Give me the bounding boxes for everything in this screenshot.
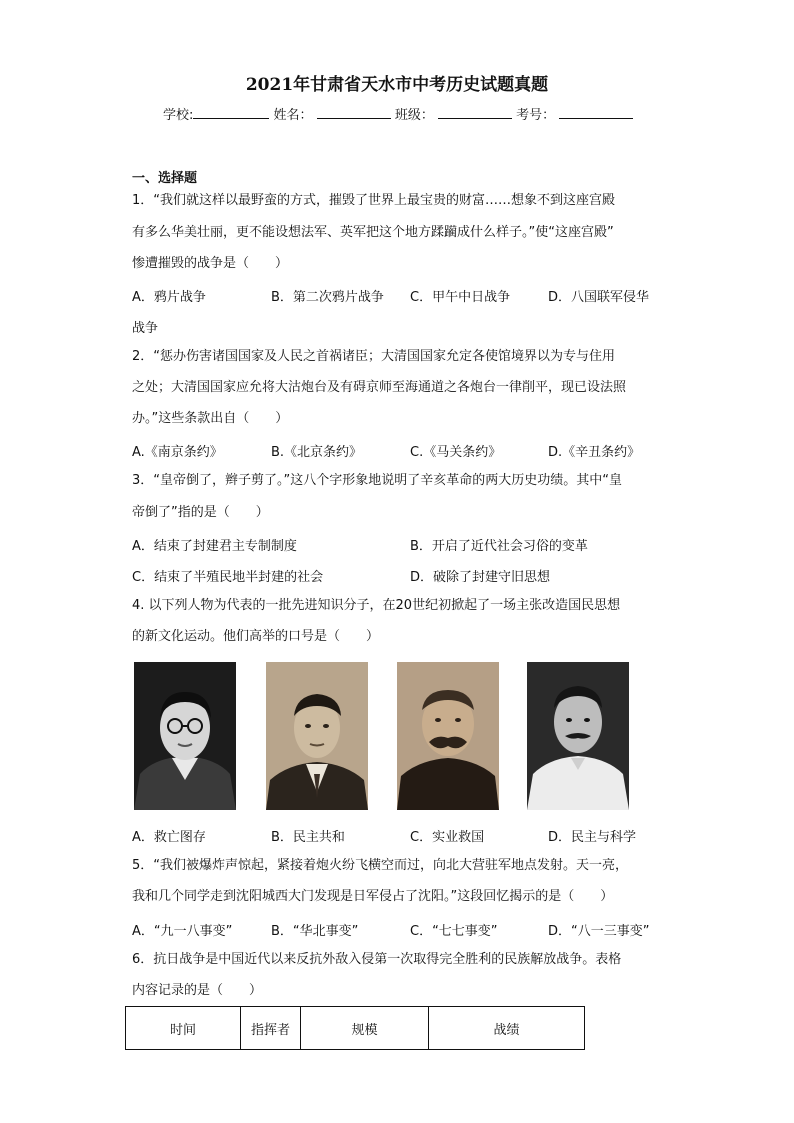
question-4-option-c[interactable]: C．实业救国 <box>410 830 485 845</box>
question-4-line: 的新文化运动。他们高举的口号是（ ） <box>132 629 380 644</box>
question-2-option-d[interactable]: D.《辛丑条约》 <box>548 445 641 460</box>
table-header-scale: 规模 <box>301 1007 429 1050</box>
portrait-photo-1 <box>134 662 236 810</box>
exam-no-blank <box>559 106 633 119</box>
question-4-option-b[interactable]: B．民主共和 <box>271 830 345 845</box>
question-1-option-a[interactable]: A．鸦片战争 <box>132 290 206 305</box>
exam-no-label: 考号： <box>516 108 556 123</box>
question-2-option-a[interactable]: A.《南京条约》 <box>132 445 223 460</box>
page-title: 2021年甘肃省天水市中考历史试题真题 <box>245 75 549 95</box>
section-heading: 一、选择题 <box>132 171 198 186</box>
question-3-option-b[interactable]: B．开启了近代社会习俗的变革 <box>410 539 588 554</box>
question-4-line: 4. 以下列人物为代表的一批先进知识分子，在20世纪初掀起了一场主张改造国民思想 <box>132 598 621 613</box>
question-5-option-b[interactable]: B．“华北事变” <box>271 924 359 939</box>
question-1-option-c[interactable]: C．甲午中日战争 <box>410 290 511 305</box>
portrait-photo-2 <box>266 662 368 810</box>
name-label: 姓名： <box>273 108 313 123</box>
question-6-line: 内容记录的是（ ） <box>132 983 263 998</box>
question-5-line: 我和几个同学走到沈阳城西大门发现是日军侵占了沈阳。”这段回忆揭示的是（ ） <box>132 889 614 904</box>
question-5-line: 5．“我们被爆炸声惊起，紧接着炮火纷飞横空而过，向北大营驻军地点发射。天一亮， <box>132 858 629 873</box>
table-header-time: 时间 <box>126 1007 241 1050</box>
question-3-option-d[interactable]: D．破除了封建守旧思想 <box>410 570 551 585</box>
question-6-line: 6．抗日战争是中国近代以来反抗外敌入侵第一次取得完全胜利的民族解放战争。表格 <box>132 952 622 967</box>
question-2-line: 办。”这些条款出自（ ） <box>132 411 289 426</box>
question-5-option-d[interactable]: D．“八一三事变” <box>548 924 650 939</box>
question-1-option-d[interactable]: D．八国联军侵华 <box>548 290 650 305</box>
student-info-line <box>163 104 633 123</box>
table-header-results: 战绩 <box>429 1007 585 1050</box>
question-1-line: 有多么华美壮丽，更不能设想法军、英军把这个地方蹂躏成什么样子。”使“这座宫殿” <box>132 225 614 240</box>
table-header-commander: 指挥者 <box>241 1007 301 1050</box>
question-2-option-b[interactable]: B.《北京条约》 <box>271 445 363 460</box>
question-1-line: 惨遭摧毁的战争是（ ） <box>132 256 289 271</box>
class-label: 班级： <box>394 108 434 123</box>
name-blank <box>317 106 391 119</box>
question-2-option-c[interactable]: C.《马关条约》 <box>410 445 502 460</box>
portrait-photo-4 <box>527 662 629 810</box>
question-3-line: 帝倒了”指的是（ ） <box>132 505 269 520</box>
table-header-row <box>126 1007 585 1050</box>
question-2-line: 2．“惩办伤害诸国国家及人民之首祸诸臣；大清国国家允定各使馆境界以为专与住用 <box>132 349 616 364</box>
question-3-option-c[interactable]: C．结束了半殖民地半封建的社会 <box>132 570 324 585</box>
class-blank <box>438 106 512 119</box>
portrait-photo-3 <box>397 662 499 810</box>
question-3-option-a[interactable]: A．结束了封建君主专制制度 <box>132 539 297 554</box>
question-4-option-a[interactable]: A．救亡图存 <box>132 830 206 845</box>
question-6-table <box>125 1006 585 1050</box>
school-blank <box>193 106 269 119</box>
question-1-option-b[interactable]: B．第二次鸦片战争 <box>271 290 384 305</box>
question-3-line: 3．“皇帝倒了，辫子剪了。”这八个字形象地说明了辛亥革命的两大历史功绩。其中“皇 <box>132 473 622 488</box>
school-label: 学校: <box>163 108 194 123</box>
question-1-line: 1．“我们就这样以最野蛮的方式，摧毁了世界上最宝贵的财富……想象不到这座宫殿 <box>132 193 616 208</box>
question-4-option-d[interactable]: D．民主与科学 <box>548 830 637 845</box>
question-1-option-d-wrap: 战争 <box>132 321 159 336</box>
question-5-option-a[interactable]: A．“九一八事变” <box>132 924 233 939</box>
question-5-option-c[interactable]: C．“七七事变” <box>410 924 498 939</box>
question-2-line: 之处；大清国国家应允将大沽炮台及有碍京师至海通道之各炮台一律削平，现已设法照 <box>132 380 627 395</box>
